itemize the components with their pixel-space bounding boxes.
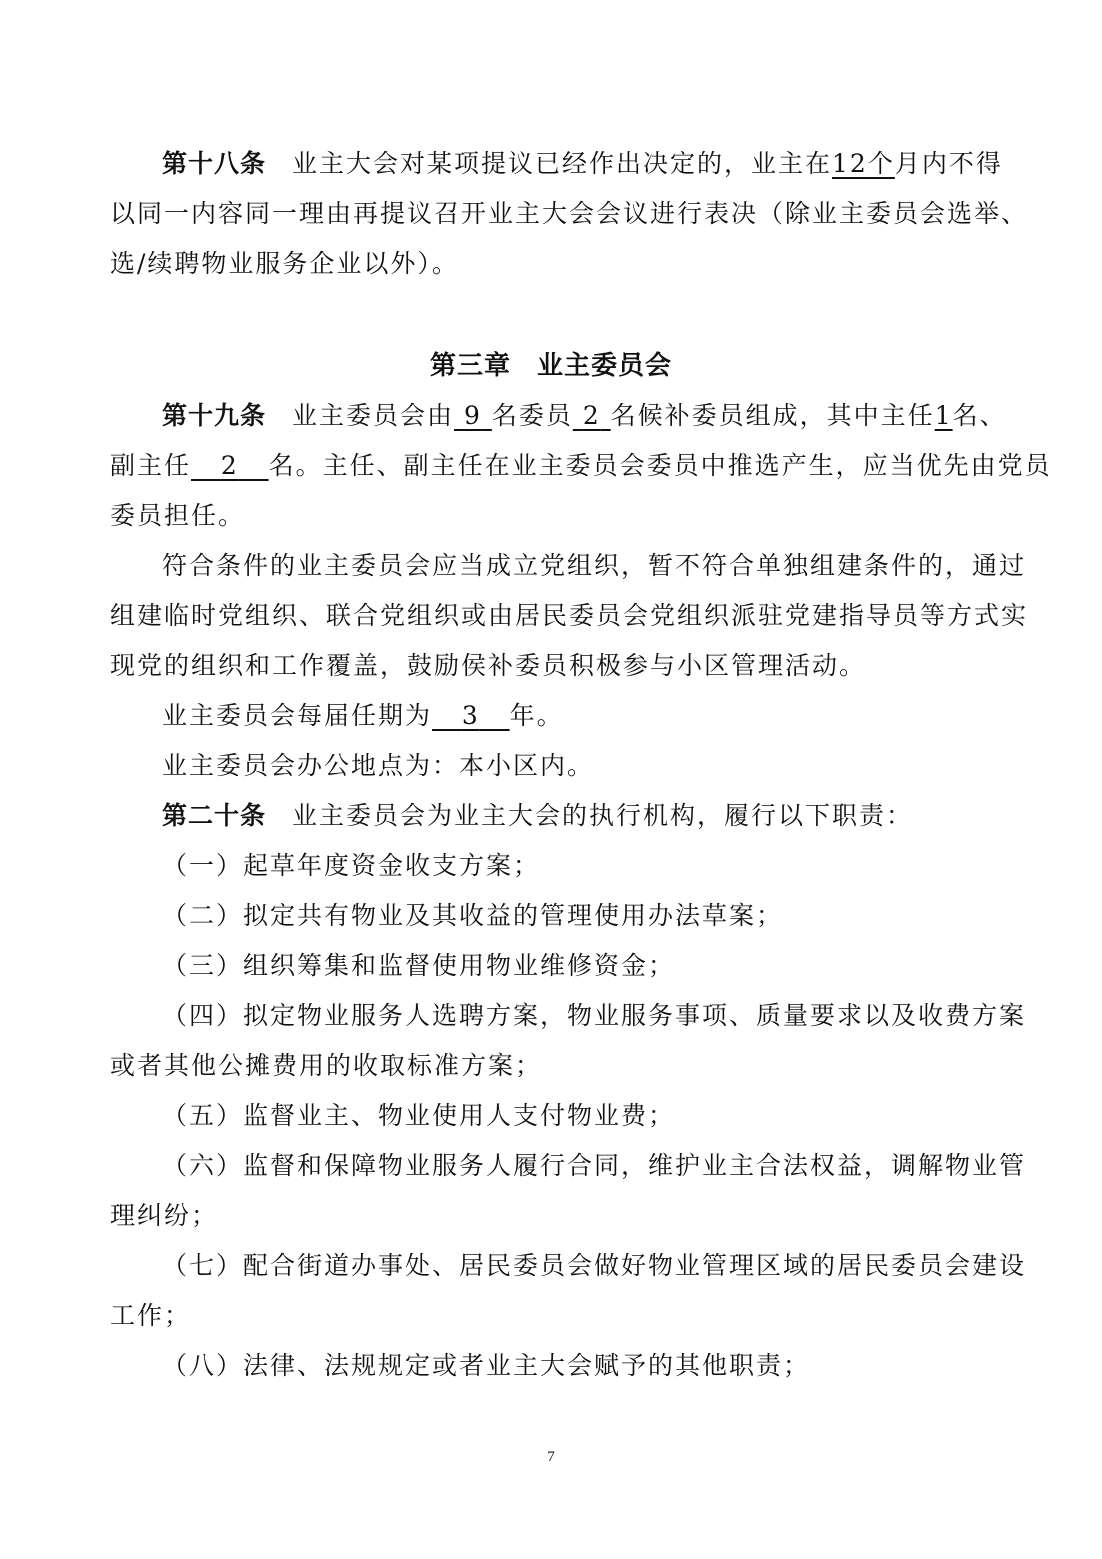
party-para-line-2: 组建临时党组织、联合党组织或由居民委员会党组织派驻党建指导员等方式实 <box>110 601 1029 630</box>
article-18-line-3: 选/续聘物业服务企业以外）。 <box>110 249 459 278</box>
article-18-line-2: 以同一内容同一理由再提议召开业主大会会议进行表决（除业主委员会选举、 <box>110 199 1029 228</box>
term-line: 业主委员会每届任期为 3 年。 <box>162 701 564 730</box>
duty-7-line-2: 工作； <box>110 1301 192 1330</box>
chapter-heading: 第三章 业主委员会 <box>429 351 673 381</box>
alternates-count-blank: 2 <box>582 401 601 430</box>
deputy-count-blank: 2 <box>220 451 239 480</box>
article-19-line-3: 委员担任。 <box>110 501 246 530</box>
article-18-title: 第十八条 <box>162 149 267 178</box>
duty-3: （三）组织筹集和监督使用物业维修资金； <box>162 951 676 980</box>
party-para-line-1: 符合条件的业主委员会应当成立党组织，暂不符合单独组建条件的，通过 <box>162 551 1027 580</box>
page-number: 7 <box>547 1449 555 1465</box>
article-20-line-1: 第二十条 业主委员会为业主大会的执行机构，履行以下职责： <box>162 801 914 830</box>
article-19-line-1: 第十九条 业主委员会由 9 名委员 2 名候补委员组成，其中主任1名、 <box>162 401 1007 430</box>
duty-6-line-2: 理纠纷； <box>110 1201 219 1230</box>
duty-4-line-1: （四）拟定物业服务人选聘方案，物业服务事项、质量要求以及收费方案 <box>162 1001 1027 1030</box>
duty-5: （五）监督业主、物业使用人支付物业费； <box>162 1101 676 1130</box>
duty-8: （八）法律、法规规定或者业主大会赋予的其他职责； <box>162 1351 811 1380</box>
duty-2: （二）拟定共有物业及其收益的管理使用办法草案； <box>162 901 784 930</box>
duty-6-line-1: （六）监督和保障物业服务人履行合同，维护业主合法权益，调解物业管 <box>162 1151 1027 1180</box>
article-20-title: 第二十条 <box>162 801 267 830</box>
article-18-line-1: 第十八条 业主大会对某项提议已经作出决定的，业主在12个月内不得 <box>162 149 1003 178</box>
article-19-title: 第十九条 <box>162 401 267 430</box>
director-count-blank: 1 <box>934 401 953 430</box>
party-para-line-3: 现党的组织和工作覆盖，鼓励侯补委员积极参与小区管理活动。 <box>110 651 867 680</box>
article-18-months-blank: 12个 <box>832 149 895 178</box>
duty-4-line-2: 或者其他公摊费用的收取标准方案； <box>110 1051 543 1080</box>
members-count-blank: 9 <box>463 401 482 430</box>
term-years-blank: 3 <box>461 701 480 730</box>
office-line: 业主委员会办公地点为：本小区内。 <box>162 751 595 780</box>
duty-1: （一）起草年度资金收支方案； <box>162 851 541 880</box>
duty-7-line-1: （七）配合街道办事处、居民委员会做好物业管理区域的居民委员会建设 <box>162 1251 1027 1280</box>
article-19-line-2: 副主任 2 名。主任、副主任在业主委员会委员中推选产生，应当优先由党员 <box>110 451 1052 480</box>
